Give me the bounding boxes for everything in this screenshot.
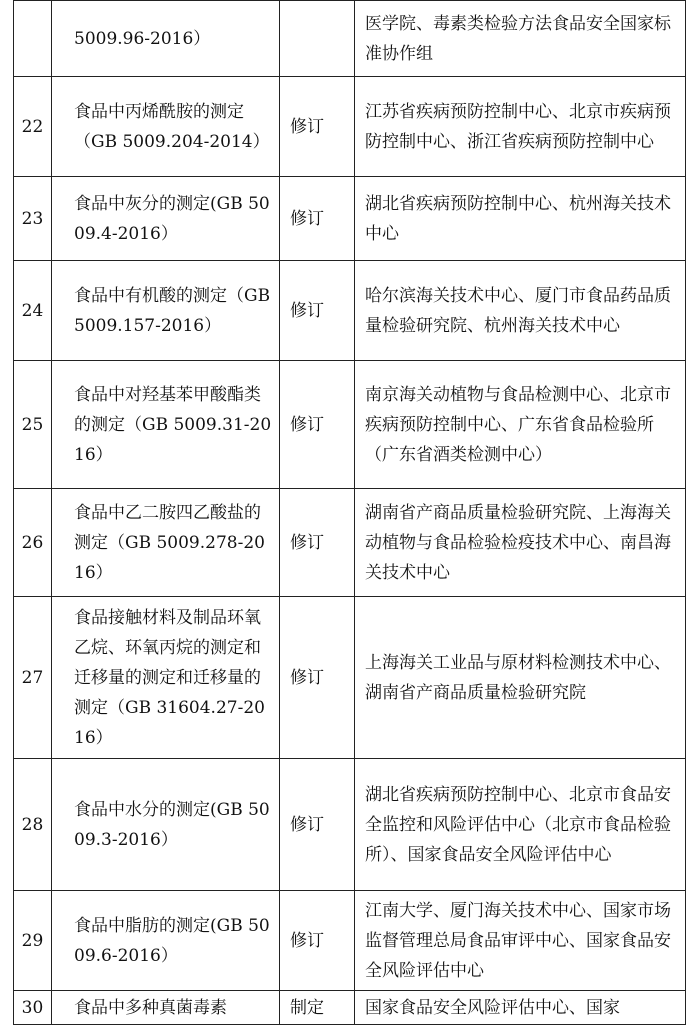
responsible-organizations: 南京海关动植物与食品检测中心、北京市疾病预防控制中心、广东省食品检验所（广东省酒类检测中心） [355, 361, 686, 489]
revision-type: 修订 [280, 891, 355, 991]
responsible-organizations: 湖北省疾病预防控制中心、杭州海关技术中心 [355, 177, 686, 261]
table-row [14, 597, 686, 759]
responsible-organizations: 医学院、毒素类检验方法食品安全国家标准协作组 [355, 1, 686, 77]
responsible-organizations: 哈尔滨海关技术中心、厦门市食品药品质量检验研究院、杭州海关技术中心 [355, 261, 686, 361]
revision-type: 修订 [280, 597, 355, 759]
responsible-organizations: 国家食品安全风险评估中心、国家 [355, 991, 686, 1025]
standards-table [13, 0, 686, 1025]
row-number: 30 [14, 991, 52, 1025]
standard-name: 食品中灰分的测定(GB 5009.4-2016） [52, 177, 280, 261]
standard-name: 食品中乙二胺四乙酸盐的测定（GB 5009.278-2016） [52, 489, 280, 597]
responsible-organizations: 上海海关工业品与原材料检测技术中心、湖南省产商品质量检验研究院 [355, 597, 686, 759]
row-number: 26 [14, 489, 52, 597]
standard-name: 食品中丙烯酰胺的测定（GB 5009.204-2014） [52, 77, 280, 177]
revision-type: 修订 [280, 759, 355, 891]
row-number [14, 1, 52, 77]
revision-type: 修订 [280, 489, 355, 597]
revision-type: 制定 [280, 991, 355, 1025]
standard-name: 食品接触材料及制品环氧乙烷、环氧丙烷的测定和迁移量的测定和迁移量的测定（GB 31604.27-2016） [52, 597, 280, 759]
revision-type: 修订 [280, 261, 355, 361]
standard-name: 食品中有机酸的测定（GB 5009.157-2016） [52, 261, 280, 361]
row-number: 23 [14, 177, 52, 261]
standard-name: 食品中对羟基苯甲酸酯类的测定（GB 5009.31-2016） [52, 361, 280, 489]
table-row [14, 759, 686, 891]
responsible-organizations: 江南大学、厦门海关技术中心、国家市场监督管理总局食品审评中心、国家食品安全风险评估中心 [355, 891, 686, 991]
row-number: 27 [14, 597, 52, 759]
table-row [14, 991, 686, 1025]
revision-type: 修订 [280, 77, 355, 177]
revision-type: 修订 [280, 361, 355, 489]
row-number: 25 [14, 361, 52, 489]
row-number: 28 [14, 759, 52, 891]
row-number: 29 [14, 891, 52, 991]
table-row [14, 1, 686, 77]
responsible-organizations: 湖北省疾病预防控制中心、北京市食品安全监控和风险评估中心（北京市食品检验所）、国家食品安全风险评估中心 [355, 759, 686, 891]
standard-name: 食品中多种真菌毒素 [52, 991, 280, 1025]
table-row [14, 891, 686, 991]
standard-name: 5009.96-2016） [52, 1, 280, 77]
table-row [14, 77, 686, 177]
revision-type [280, 1, 355, 77]
table-row [14, 261, 686, 361]
responsible-organizations: 江苏省疾病预防控制中心、北京市疾病预防控制中心、浙江省疾病预防控制中心 [355, 77, 686, 177]
standard-name: 食品中水分的测定(GB 5009.3-2016） [52, 759, 280, 891]
row-number: 22 [14, 77, 52, 177]
responsible-organizations: 湖南省产商品质量检验研究院、上海海关动植物与食品检验检疫技术中心、南昌海关技术中心 [355, 489, 686, 597]
revision-type: 修订 [280, 177, 355, 261]
table-row [14, 361, 686, 489]
table-row [14, 489, 686, 597]
row-number: 24 [14, 261, 52, 361]
standard-name: 食品中脂肪的测定(GB 5009.6-2016） [52, 891, 280, 991]
table-row [14, 177, 686, 261]
